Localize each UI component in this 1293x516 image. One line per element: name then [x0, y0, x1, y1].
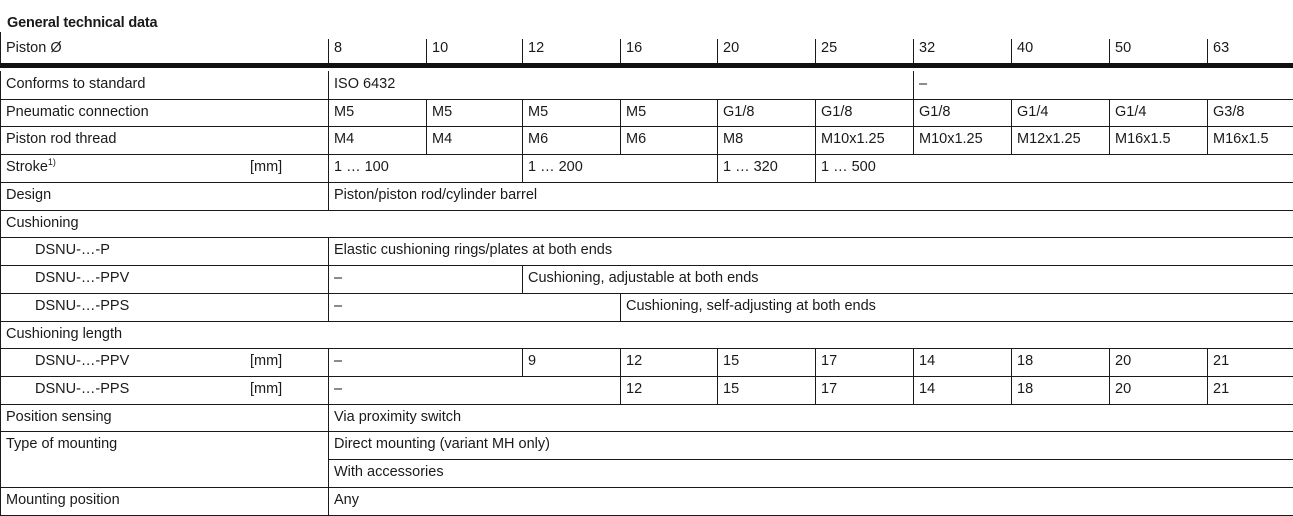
header-size-8: 8 [334, 40, 343, 56]
grid-vline [1207, 99, 1208, 127]
row-label-text: Pneumatic connection [6, 103, 149, 120]
data-cell: 20 [1115, 353, 1132, 370]
header-size-40: 40 [1017, 40, 1034, 56]
row-label-text: Cushioning [6, 214, 79, 231]
data-cell: M16x1.5 [1115, 131, 1171, 148]
grid-vline [717, 154, 718, 182]
data-cell: M10x1.25 [821, 131, 885, 148]
data-cell: M8 [723, 131, 744, 148]
grid-vline [620, 39, 621, 63]
grid-vline [913, 99, 914, 127]
data-cell: G1/8 [723, 103, 755, 120]
grid-vline [815, 376, 816, 404]
data-cell: – [334, 270, 343, 287]
grid-vline [1011, 126, 1012, 154]
header-rule [0, 63, 1293, 68]
header-size-63: 63 [1213, 40, 1230, 56]
row-label [0, 265, 328, 293]
row-label-text: Mounting position [6, 491, 120, 508]
grid-vline [0, 321, 1, 349]
data-cell: G1/4 [1115, 103, 1147, 120]
header-size-50: 50 [1115, 40, 1132, 56]
grid-vline [522, 265, 523, 293]
grid-vline [0, 154, 1, 182]
row-label-text: DSNU-…-PPV [35, 353, 130, 370]
footnote-marker: 1) [47, 157, 56, 168]
grid-vline [717, 348, 718, 376]
data-cell: M10x1.25 [919, 131, 983, 148]
grid-vline [522, 39, 523, 63]
grid-vline [0, 431, 1, 459]
grid-vline [0, 126, 1, 154]
data-cell: G1/8 [821, 103, 853, 120]
grid-vline [1109, 348, 1110, 376]
data-cell: – [334, 381, 343, 398]
grid-vline [0, 487, 1, 515]
grid-vline [815, 154, 816, 182]
row-label [0, 321, 328, 349]
data-cell: 15 [723, 381, 740, 398]
header-piston-label: Piston Ø [6, 40, 62, 56]
row-label-text: DSNU-…-PPV [35, 270, 130, 287]
header-size-12: 12 [528, 40, 545, 56]
data-cell: G1/8 [919, 103, 951, 120]
grid-vline [1011, 39, 1012, 63]
grid-vline [426, 99, 427, 127]
grid-vline [1207, 376, 1208, 404]
row-label [0, 431, 328, 459]
row-label [0, 99, 328, 127]
grid-vline [0, 237, 1, 265]
grid-vline [913, 39, 914, 63]
grid-vline [620, 348, 621, 376]
grid-vline [0, 404, 1, 432]
grid-vline [0, 99, 1, 127]
grid-vline [1207, 39, 1208, 63]
header-size-32: 32 [919, 40, 936, 56]
table-title: General technical data [7, 15, 158, 31]
row-label-text: DSNU-…-PPS [35, 381, 130, 398]
grid-vline [0, 182, 1, 210]
row-label-text: Design [6, 186, 52, 203]
data-cell: 12 [626, 353, 643, 370]
data-cell: – [334, 297, 343, 314]
row-label-text: Cushioning length [6, 325, 123, 342]
row-label [0, 71, 328, 99]
data-cell: Cushioning, adjustable at both ends [528, 270, 759, 287]
data-cell: G3/8 [1213, 103, 1245, 120]
grid-vline [620, 293, 621, 321]
data-cell: 15 [723, 353, 740, 370]
grid-vline [522, 99, 523, 127]
grid-vline [815, 126, 816, 154]
data-cell: M5 [334, 103, 355, 120]
row-label [0, 404, 328, 432]
grid-vline [0, 293, 1, 321]
data-cell: 14 [919, 381, 936, 398]
header-size-10: 10 [432, 40, 449, 56]
data-cell: M6 [528, 131, 549, 148]
grid-vline [1207, 126, 1208, 154]
row-label [0, 126, 328, 154]
data-cell: 12 [626, 381, 643, 398]
data-cell: Piston/piston rod/cylinder barrel [334, 186, 538, 203]
data-cell: M16x1.5 [1213, 131, 1269, 148]
data-cell: M4 [334, 131, 355, 148]
grid-vline [1109, 126, 1110, 154]
grid-vline [717, 376, 718, 404]
grid-vline [620, 376, 621, 404]
grid-vline [1109, 376, 1110, 404]
data-cell: – [334, 353, 343, 370]
header-size-25: 25 [821, 40, 838, 56]
data-cell: Direct mounting (variant MH only) [334, 436, 550, 453]
grid-vline [717, 99, 718, 127]
row-label-text: Conforms to standard [6, 76, 146, 92]
row-label-text: Piston rod thread [6, 131, 117, 148]
data-cell: 9 [528, 353, 537, 370]
data-cell: 1 … 100 [334, 159, 389, 176]
grid-vline [0, 459, 1, 487]
grid-vline [1011, 376, 1012, 404]
grid-vline [620, 126, 621, 154]
grid-vline [1011, 348, 1012, 376]
data-cell: M5 [626, 103, 647, 120]
grid-vline [522, 154, 523, 182]
data-cell: – [919, 76, 928, 92]
grid-vline [913, 376, 914, 404]
row-label [0, 293, 328, 321]
grid-vline [815, 39, 816, 63]
row-label-text: Position sensing [6, 408, 112, 425]
data-cell: 17 [821, 353, 838, 370]
grid-vline [913, 126, 914, 154]
grid-vline [0, 32, 1, 63]
data-cell: M12x1.25 [1017, 131, 1081, 148]
grid-vline [1109, 39, 1110, 63]
row-label-text: Stroke [6, 159, 48, 176]
data-cell: M6 [626, 131, 647, 148]
grid-vline [913, 71, 914, 99]
data-cell: Cushioning, self-adjusting at both ends [626, 297, 876, 314]
row-label-text: DSNU-…-PPS [35, 297, 130, 314]
data-cell: 1 … 200 [528, 159, 583, 176]
grid-vline [328, 39, 329, 63]
row-label-text: Type of mounting [6, 436, 118, 453]
grid-vline [0, 376, 1, 404]
data-cell: 18 [1017, 381, 1034, 398]
grid-vline [0, 210, 1, 238]
grid-vline [620, 99, 621, 127]
data-cell: Any [334, 491, 359, 508]
data-cell: 21 [1213, 353, 1230, 370]
data-cell: 20 [1115, 381, 1132, 398]
data-cell: M5 [528, 103, 549, 120]
row-label [0, 487, 328, 515]
grid-vline [1011, 99, 1012, 127]
grid-vline [913, 348, 914, 376]
grid-vline [717, 126, 718, 154]
data-cell: 1 … 500 [821, 159, 876, 176]
data-cell: 1 … 320 [723, 159, 778, 176]
header-size-20: 20 [723, 40, 740, 56]
grid-vline [815, 348, 816, 376]
grid-vline [1207, 348, 1208, 376]
header-size-16: 16 [626, 40, 643, 56]
row-label [0, 210, 328, 238]
grid-vline [522, 126, 523, 154]
grid-vline [815, 99, 816, 127]
row-unit: [mm] [250, 381, 283, 398]
grid-vline [426, 39, 427, 63]
row-label-text: DSNU-…-P [35, 242, 110, 259]
row-unit: [mm] [250, 159, 283, 176]
data-cell: M4 [432, 131, 453, 148]
grid-vline [0, 71, 1, 99]
data-cell: Elastic cushioning rings/plates at both ends [334, 242, 613, 259]
row-label [0, 237, 328, 265]
data-cell: G1/4 [1017, 103, 1049, 120]
data-cell: M5 [432, 103, 453, 120]
grid-vline [717, 39, 718, 63]
grid-vline [522, 348, 523, 376]
data-cell: 21 [1213, 381, 1230, 398]
data-cell: Via proximity switch [334, 408, 462, 425]
grid-vline [426, 126, 427, 154]
data-cell: 17 [821, 381, 838, 398]
data-cell: ISO 6432 [334, 76, 396, 92]
grid-vline [1109, 99, 1110, 127]
grid-vline [0, 265, 1, 293]
grid-vline [0, 348, 1, 376]
row-label [0, 182, 328, 210]
row-unit: [mm] [250, 353, 283, 370]
data-cell: 14 [919, 353, 936, 370]
data-cell: 18 [1017, 353, 1034, 370]
data-cell: With accessories [334, 464, 444, 481]
